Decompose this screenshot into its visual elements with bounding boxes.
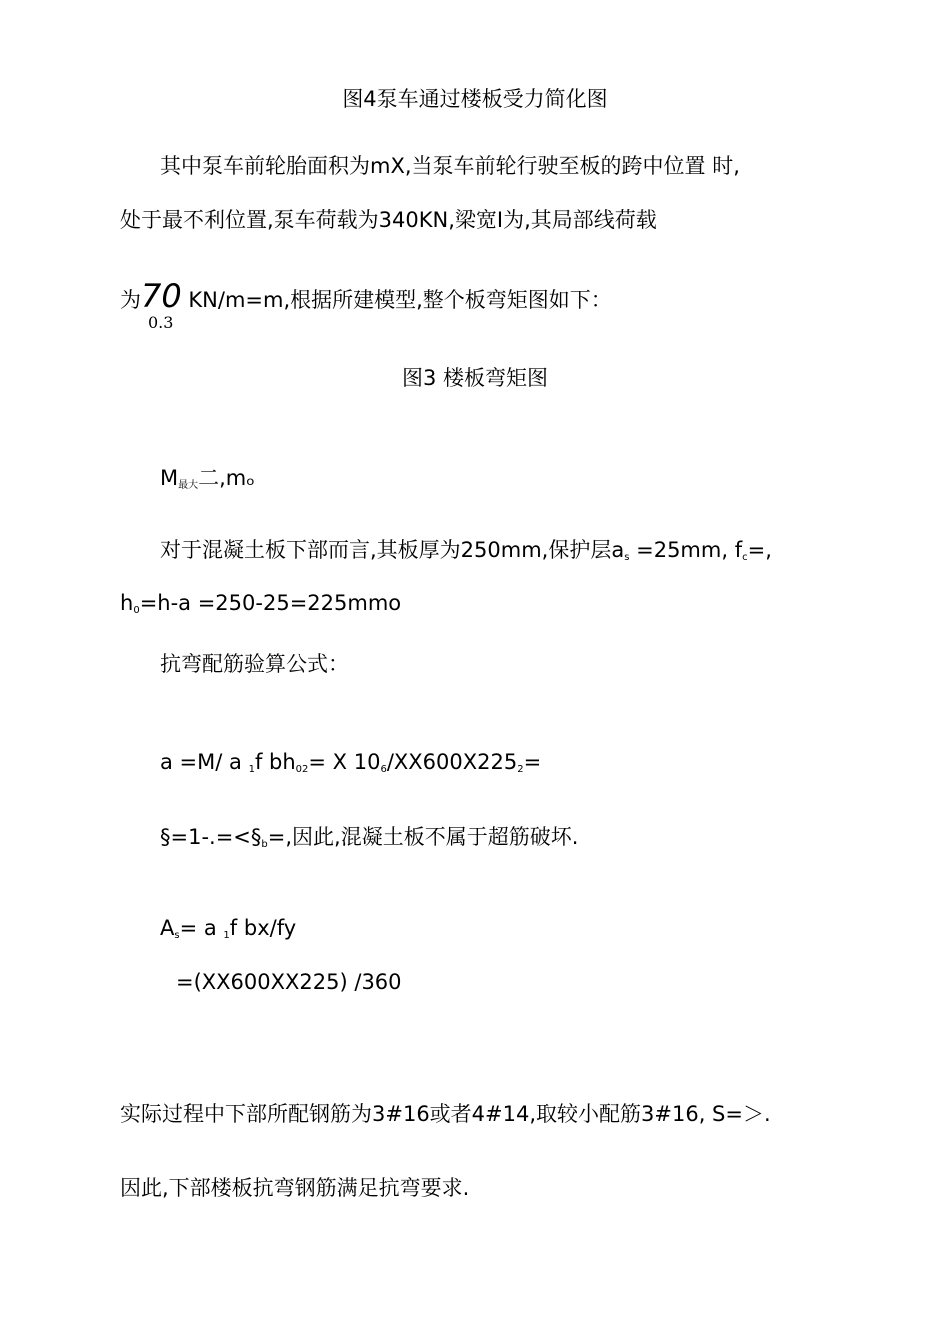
formula-as: $A_s= a$ $_1$f bx/fy	[160, 916, 297, 941]
paragraph-1-line-2: 处于最不利位置,泵车荷载为340KN,梁宽Ⅰ为,其局部线荷载	[120, 208, 657, 232]
figure-3-caption: 图3 楼板弯矩图	[401, 366, 549, 390]
fraction-denominator: 0.3	[148, 313, 174, 332]
line-3-prefix: 为	[120, 288, 141, 312]
formula-as-value: =(XX600XX225) /360	[176, 970, 402, 994]
formula-alpha: a =M/ a $_1$f $bh_{02}= X$ $10_6/XX600X225_2=$	[160, 750, 542, 775]
formula-title: 抗弯配筋验算公式：	[160, 652, 349, 676]
load-value: 70	[141, 277, 182, 315]
paragraph-1-line-1: 其中泵车前轮胎面积为mX,当泵车前轮行驶至板的跨中位置 时,	[160, 154, 740, 178]
paragraph-2-line-1: 对于混凝土板下部而言,其板厚为250mm,保护层$a_s =25mm$, $f_c=$,	[160, 538, 772, 563]
line-3-rest: KN/m=m,根据所建模型,整个板弯矩图如下：	[181, 288, 612, 312]
paragraph-1-line-3	[120, 277, 612, 315]
figure-4-caption: 图4泵车通过楼板受力简化图	[342, 87, 608, 111]
conclusion-line-1: 实际过程中下部所配钢筋为3#16或者4#14,取较小配筋3#16, S=＞.	[120, 1102, 771, 1126]
paragraph-2-line-2: $h_0=h-a =250-25=225mmo$	[120, 591, 402, 616]
formula-xi: $\S=1-.=<\S_b=$,因此,混凝土板不属于超筋破坏.	[160, 825, 579, 850]
max-moment-line: $M_{最大}$二,mₒ	[160, 466, 255, 491]
conclusion-line-2: 因此,下部楼板抗弯钢筋满足抗弯要求.	[120, 1176, 470, 1200]
